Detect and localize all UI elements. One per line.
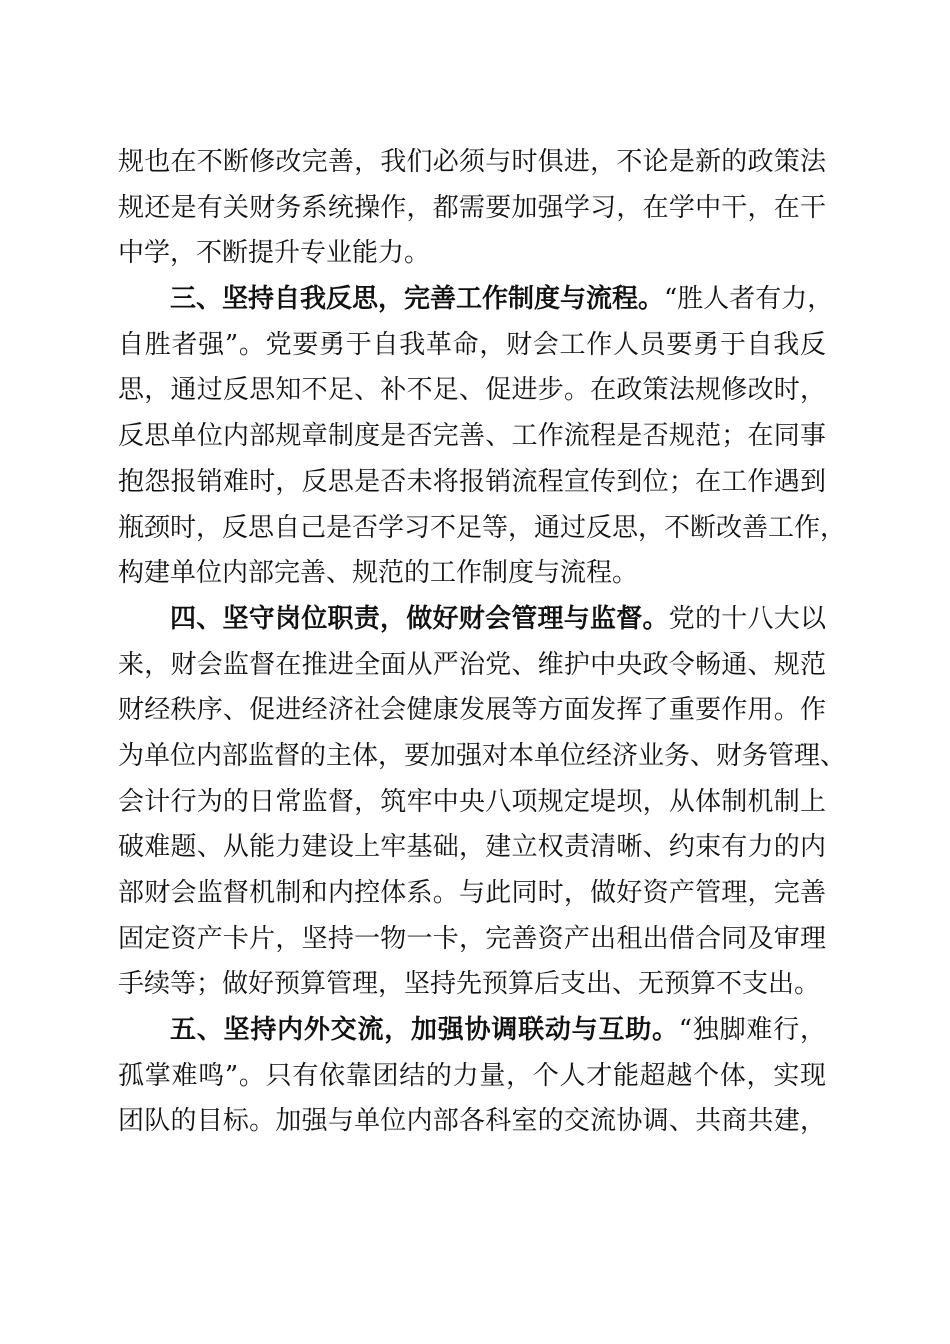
section-text: “独脚难行， (678, 1015, 826, 1046)
text-line: 团队的目标。加强与单位内部各科室的交流协调、共商共建， (118, 1106, 826, 1137)
text-line: 来，财会监督在推进全面从严治党、维护中央政令畅通、规范 (118, 649, 826, 680)
text-line: 构建单位内部完善、规范的工作制度与流程。 (118, 558, 639, 589)
section-text: “胜人者有力， (664, 284, 834, 315)
section-heading-three: 三、坚持自我反思，完善工作制度与流程。 (170, 284, 665, 315)
section-heading-four: 四、坚守岗位职责，做好财会管理与监督。 (170, 603, 669, 634)
text-line: 自胜者强”。党要勇于自我革命，财会工作人员要勇于自我反 (118, 329, 826, 360)
text-line: 思，通过反思知不足、补不足、促进步。在政策法规修改时， (118, 375, 826, 406)
text-line: 孤掌难鸣”。只有依靠团结的力量，个人才能超越个体，实现 (118, 1060, 826, 1091)
section-text: 党的十八大以 (668, 603, 826, 634)
section-four-first-line (118, 597, 826, 643)
text-line: 规也在不断修改完善，我们必须与时俱进，不论是新的政策法 (118, 147, 826, 177)
text-line: 部财会监督机制和内控体系。与此同时，做好资产管理，完善 (118, 878, 826, 908)
text-line: 会计行为的日常监督，筑牢中央八项规定堤坝，从体制机制上 (118, 786, 826, 817)
section-five-first-line (118, 1008, 826, 1054)
text-line: 手续等；做好预算管理，坚持先预算后支出、无预算不支出。 (118, 969, 821, 1000)
text-line: 瓶颈时，反思自己是否学习不足等，通过反思，不断改善工作， (118, 512, 847, 543)
document-body (118, 140, 847, 1145)
text-line: 中学，不断提升专业能力。 (118, 238, 431, 269)
section-heading-five: 五、坚持内外交流，加强协调联动与互助。 (170, 1015, 679, 1046)
text-line: 固定资产卡片，坚持一物一卡，完善资产出租出借合同及审理 (118, 923, 826, 954)
text-line: 反思单位内部规章制度是否完善、工作流程是否规范；在同事 (118, 421, 826, 452)
text-line: 破难题、从能力建设上牢基础，建立权责清晰、约束有力的内 (118, 832, 826, 863)
text-line: 抱怨报销难时，反思是否未将报销流程宣传到位；在工作遇到 (118, 466, 826, 497)
text-line: 为单位内部监督的主体，要加强对本单位经济业务、财务管理、 (118, 740, 847, 771)
text-line: 财经秩序、促进经济社会健康发展等方面发挥了重要作用。作 (118, 695, 826, 726)
text-line: 规还是有关财务系统操作，都需要加强学习，在学中干，在干 (118, 192, 826, 223)
section-three-first-line (118, 277, 834, 323)
